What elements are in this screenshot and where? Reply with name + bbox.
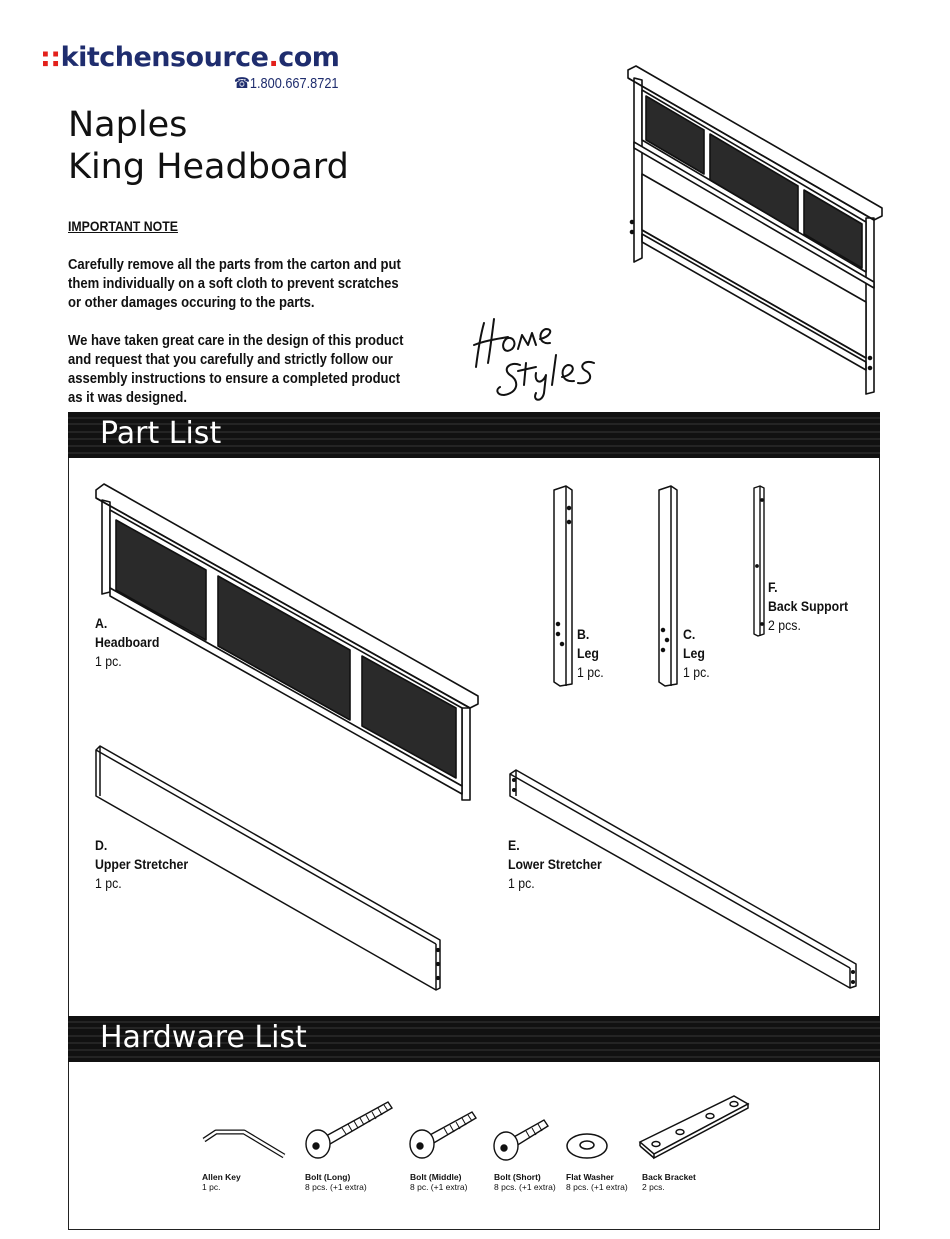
part-f-label — [768, 578, 848, 635]
part-e-letter: E. — [508, 837, 520, 853]
part-c-label — [683, 625, 710, 682]
part-a-name: Headboard — [95, 634, 160, 650]
bolt-long-icon — [302, 1096, 394, 1162]
part-b-label — [577, 625, 604, 682]
hardware-bolt-short-label — [494, 1172, 556, 1192]
hardware-bolt-short-qty: 8 pcs. (+1 extra) — [494, 1182, 556, 1192]
hardware-bolt-long-label — [305, 1172, 367, 1192]
hardware-list-band — [68, 1016, 880, 1062]
important-note-heading: IMPORTANT NOTE — [68, 218, 178, 234]
title-line-2: King Headboard — [68, 147, 349, 187]
part-c-qty: 1 pc. — [683, 664, 710, 680]
hardware-bolt-short-name: Bolt (Short) — [494, 1172, 541, 1182]
hardware-bolt-long-name: Bolt (Long) — [305, 1172, 351, 1182]
part-b-letter: B. — [577, 626, 590, 642]
leg-b-illustration — [550, 484, 580, 688]
flat-washer-icon — [562, 1130, 612, 1162]
title-line-1: Naples — [68, 105, 188, 145]
part-a-letter: A. — [95, 615, 108, 631]
hardware-back-bracket-qty: 2 pcs. — [642, 1182, 665, 1192]
phone-number: ☎1.800.667.8721 — [234, 75, 339, 92]
hardware-back-bracket-name: Back Bracket — [642, 1172, 696, 1182]
hardware-list-title: Hardware List — [100, 1020, 307, 1055]
back-support-illustration — [750, 484, 768, 640]
logo-tld: com — [278, 42, 340, 73]
assembled-headboard-illustration — [620, 62, 890, 402]
part-d-letter: D. — [95, 837, 108, 853]
kitchensource-logo — [40, 42, 339, 73]
part-e-qty: 1 pc. — [508, 875, 535, 891]
part-f-letter: F. — [768, 579, 778, 595]
hardware-bolt-middle-label — [410, 1172, 467, 1192]
part-a-label — [95, 614, 159, 671]
part-d-qty: 1 pc. — [95, 875, 122, 891]
part-d-label — [95, 836, 188, 893]
allen-key-icon — [198, 1126, 290, 1166]
part-b-name: Leg — [577, 645, 599, 661]
logo-dot: . — [268, 42, 279, 73]
hardware-flat-washer-label — [566, 1172, 628, 1192]
hardware-bolt-middle-qty: 8 pc. (+1 extra) — [410, 1182, 468, 1192]
leg-c-illustration — [655, 484, 685, 688]
part-c-letter: C. — [683, 626, 696, 642]
part-d-name: Upper Stretcher — [95, 856, 189, 872]
part-f-qty: 2 pcs. — [768, 617, 801, 633]
part-a-qty: 1 pc. — [95, 653, 122, 669]
hardware-bolt-middle-name: Bolt (Middle) — [410, 1172, 462, 1182]
part-e-label — [508, 836, 602, 893]
part-f-name: Back Support — [768, 598, 849, 614]
hardware-bolt-long-qty: 8 pcs. (+1 extra) — [305, 1182, 367, 1192]
part-list-title: Part List — [100, 416, 222, 451]
hardware-allen-key-label — [202, 1172, 241, 1192]
note-paragraph-1: Carefully remove all the parts from the carton and put them individually on a soft cloth to prevent scratches or other damages occuring to the parts. — [68, 257, 401, 311]
hardware-back-bracket-label — [642, 1172, 696, 1192]
part-b-qty: 1 pc. — [577, 664, 604, 680]
hardware-allen-key-qty: 1 pc. — [202, 1182, 221, 1192]
note-paragraph-2: We have taken great care in the design of this product and request that you carefully and strictly follow our assembly instructions to ensure a completed product as it was designed. — [68, 333, 404, 406]
bolt-short-icon — [490, 1114, 552, 1164]
hardware-flat-washer-name: Flat Washer — [566, 1172, 614, 1182]
home-styles-signature-icon — [470, 315, 610, 410]
logo-main: kitchensource — [60, 42, 269, 73]
page-title — [68, 104, 349, 188]
hardware-allen-key-name: Allen Key — [202, 1172, 241, 1182]
bolt-middle-icon — [406, 1106, 478, 1162]
logo-dots: :: — [40, 42, 61, 73]
part-list-band — [68, 412, 880, 458]
part-c-name: Leg — [683, 645, 705, 661]
hardware-flat-washer-qty: 8 pcs. (+1 extra) — [566, 1182, 628, 1192]
part-e-name: Lower Stretcher — [508, 856, 602, 872]
back-bracket-icon — [636, 1092, 752, 1162]
